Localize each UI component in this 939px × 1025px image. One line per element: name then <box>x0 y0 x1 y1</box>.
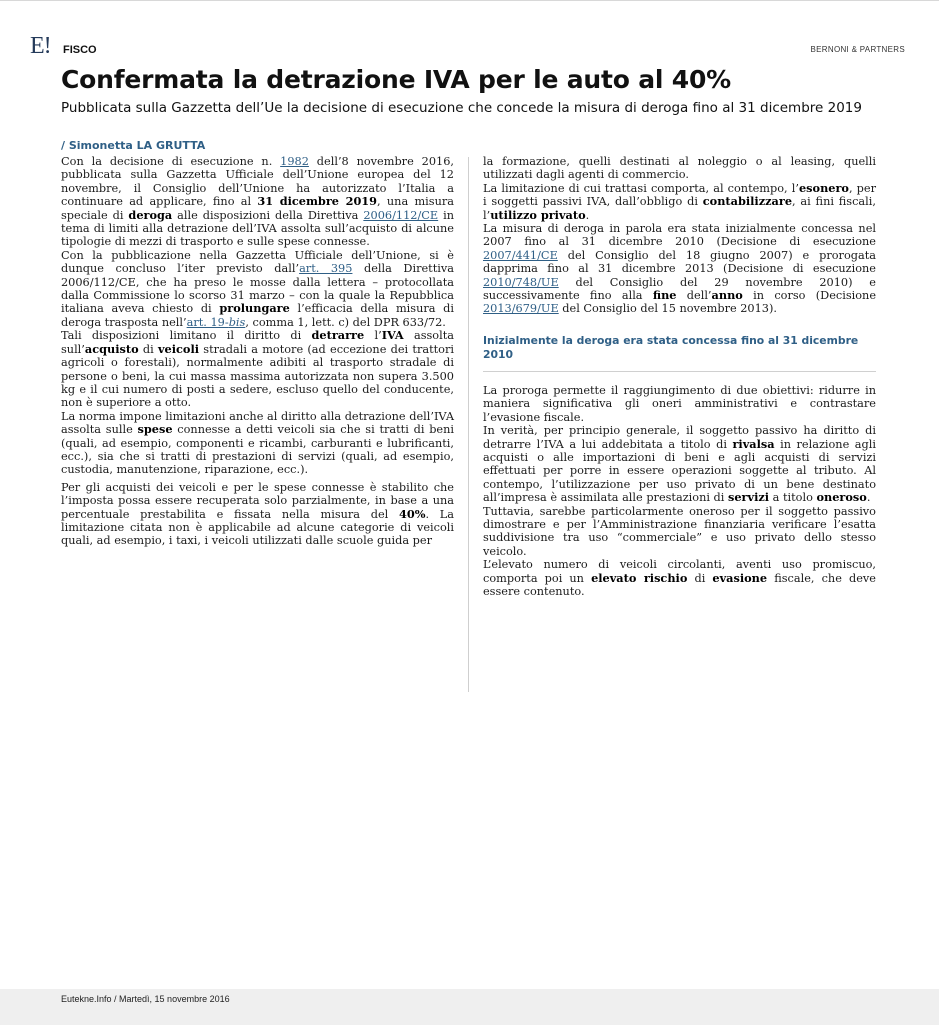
link-art-395[interactable]: art. 395 <box>299 262 353 276</box>
paragraph: Con la pubblicazione nella Gazzetta Ufficiale dell’Unione, si è dunque concluso l’iter previsto dall’art. 395 della Direttiva 2006/112/CE, che ha preso le mosse dalla lettera – protocollata dalla Commissione lo scorso 31 marzo – con la quale la Repubblica italiana aveva chiesto di prolungare l’efficacia della misura di deroga trasposta nell’art. 19-bis, comma 1, lett. c) del DPR 633/72. <box>61 248 455 329</box>
paragraph: La limitazione di cui trattasi comporta, al contempo, l’esonero, per i soggetti passivi IVA, dall’obbligo di contabilizzare, ai fini fiscali, l’utilizzo privato. <box>483 180 876 222</box>
publisher-label: BERNONI & PARTNERS <box>810 45 905 54</box>
link-decision-1982[interactable]: 1982 <box>280 155 309 168</box>
link-art-19-bis[interactable]: art. 19-bis <box>186 315 246 329</box>
article-title: Confermata la detrazione IVA per le auto al 40% <box>61 65 732 94</box>
link-decision-2013-679[interactable]: 2013/679/UE <box>483 302 559 316</box>
article-subtitle: Pubblicata sulla Gazzetta dell’Ue la decisione di esecuzione che concede la misura di deroga fino al 31 dicembre 2019 <box>61 100 862 116</box>
paragraph: L’elevato numero di veicoli circolanti, aventi uso promiscuo, comporta poi un elevato rischio di evasione fiscale, che deve essere contenuto. <box>483 558 876 598</box>
paragraph: Tali disposizioni limitano il diritto di detrarre l’IVA assolta sull’acquisto di veicoli stradali a motore (ad eccezione dei trattori agricoli o forestali), normalmente adibiti al trasporto stradale di persone o beni, la cui massa massima autorizzata non supera 3.500 kg e il cui numero di posti a sedere, escluso quello del conducente, non è superiore a otto. <box>61 328 455 410</box>
paragraph: la formazione, quelli destinati al noleggio o al leasing, quelli utilizzati dagli agenti di commercio. <box>483 155 876 182</box>
link-directive-2006-112[interactable]: 2006/112/CE <box>363 208 439 222</box>
article-column-left <box>61 155 454 548</box>
column-divider <box>468 157 469 692</box>
link-decision-2010-748[interactable]: 2010/748/UE <box>483 275 559 289</box>
paragraph: Con la decisione di esecuzione n. 1982 dell’8 novembre 2016, pubblicata sulla Gazzetta Ufficiale dell’Unione europea del 12 novembre, il Consiglio dell’Unione ha autorizzato l’Italia a continuare ad applicare, fino al 31 dicembre 2019, una misura speciale di deroga alle disposizioni della Direttiva 2006/112/CE in tema di limiti alla detrazione dell’IVA assolta sull’acquisto di alcune tipologie di mezzi di trasporto e sulle spese connesse. <box>61 155 455 249</box>
paragraph: In verità, per principio generale, il soggetto passivo ha diritto di detrarre l’IVA a lui addebitata a titolo di rivalsa in relazione agli acquisti o alle importazioni di beni e agli acquisti di servizi effettuati per porre in essere operazioni soggette al tributo. Al contempo, l’utilizzazione per uso privato di un bene destinato all’impresa è assimilata alle prestazioni di servizi a titolo oneroso. <box>483 424 876 505</box>
link-decision-2007-441[interactable]: 2007/441/CE <box>483 248 558 262</box>
footer-source-date: Eutekne.Info / Martedì, 15 novembre 2016 <box>61 994 230 1004</box>
eutekne-logo[interactable]: E! <box>30 33 51 59</box>
section-subheading: Inizialmente la deroga era stata concessa fino al 31 dicembre 2010 <box>483 334 876 372</box>
article-author: / Simonetta LA GRUTTA <box>61 139 206 152</box>
paragraph: Per gli acquisti dei veicoli e per le spese connesse è stabilito che l’imposta possa essere recuperata solo parzialmente, in base a una percentuale prestabilita e fissata nella misura del 40%. La limitazione citata non è applicabile ad alcune categorie di veicoli quali, ad esempio, i taxi, i veicoli utilizzati dalle scuole guida per <box>61 480 455 548</box>
top-border <box>0 0 939 1</box>
article-column-right <box>483 155 876 598</box>
section-label: FISCO <box>63 44 97 56</box>
paragraph: La proroga permette il raggiungimento di due obiettivi: ridurre in maniera significativa gli oneri amministrativi e contrastare l’evasione fiscale. <box>483 383 876 424</box>
paragraph: Tuttavia, sarebbe particolarmente oneroso per il soggetto passivo dimostrare e per l’Amministrazione finanziaria verificare l’esatta suddivisione tra uso “commerciale” e uso privato dello stesso veicolo. <box>483 504 876 558</box>
paragraph: La misura di deroga in parola era stata inizialmente concessa nel 2007 fino al 31 dicembre 2010 (Decisione di esecuzione 2007/441/CE del Consiglio del 18 giugno 2007) e prorogata dapprima fino al 31 dicembre 2013 (Decisione di esecuzione 2010/748/UE del Consiglio del 29 novembre 2010) e successivamente fino alla fine dell’anno in corso (Decisione 2013/679/UE del Consiglio del 15 novembre 2013). <box>483 222 877 316</box>
paragraph: La norma impone limitazioni anche al diritto alla detrazione dell’IVA assolta sulle spese connesse a detti veicoli sia che si tratti di beni (quali, ad esempio, componenti e ricambi, carburanti e lubrificanti, ecc.), sia che si tratti di prestazioni di servizi (quali, ad esempio, custodia, manutenzione, riparazione, ecc.). <box>61 409 455 477</box>
